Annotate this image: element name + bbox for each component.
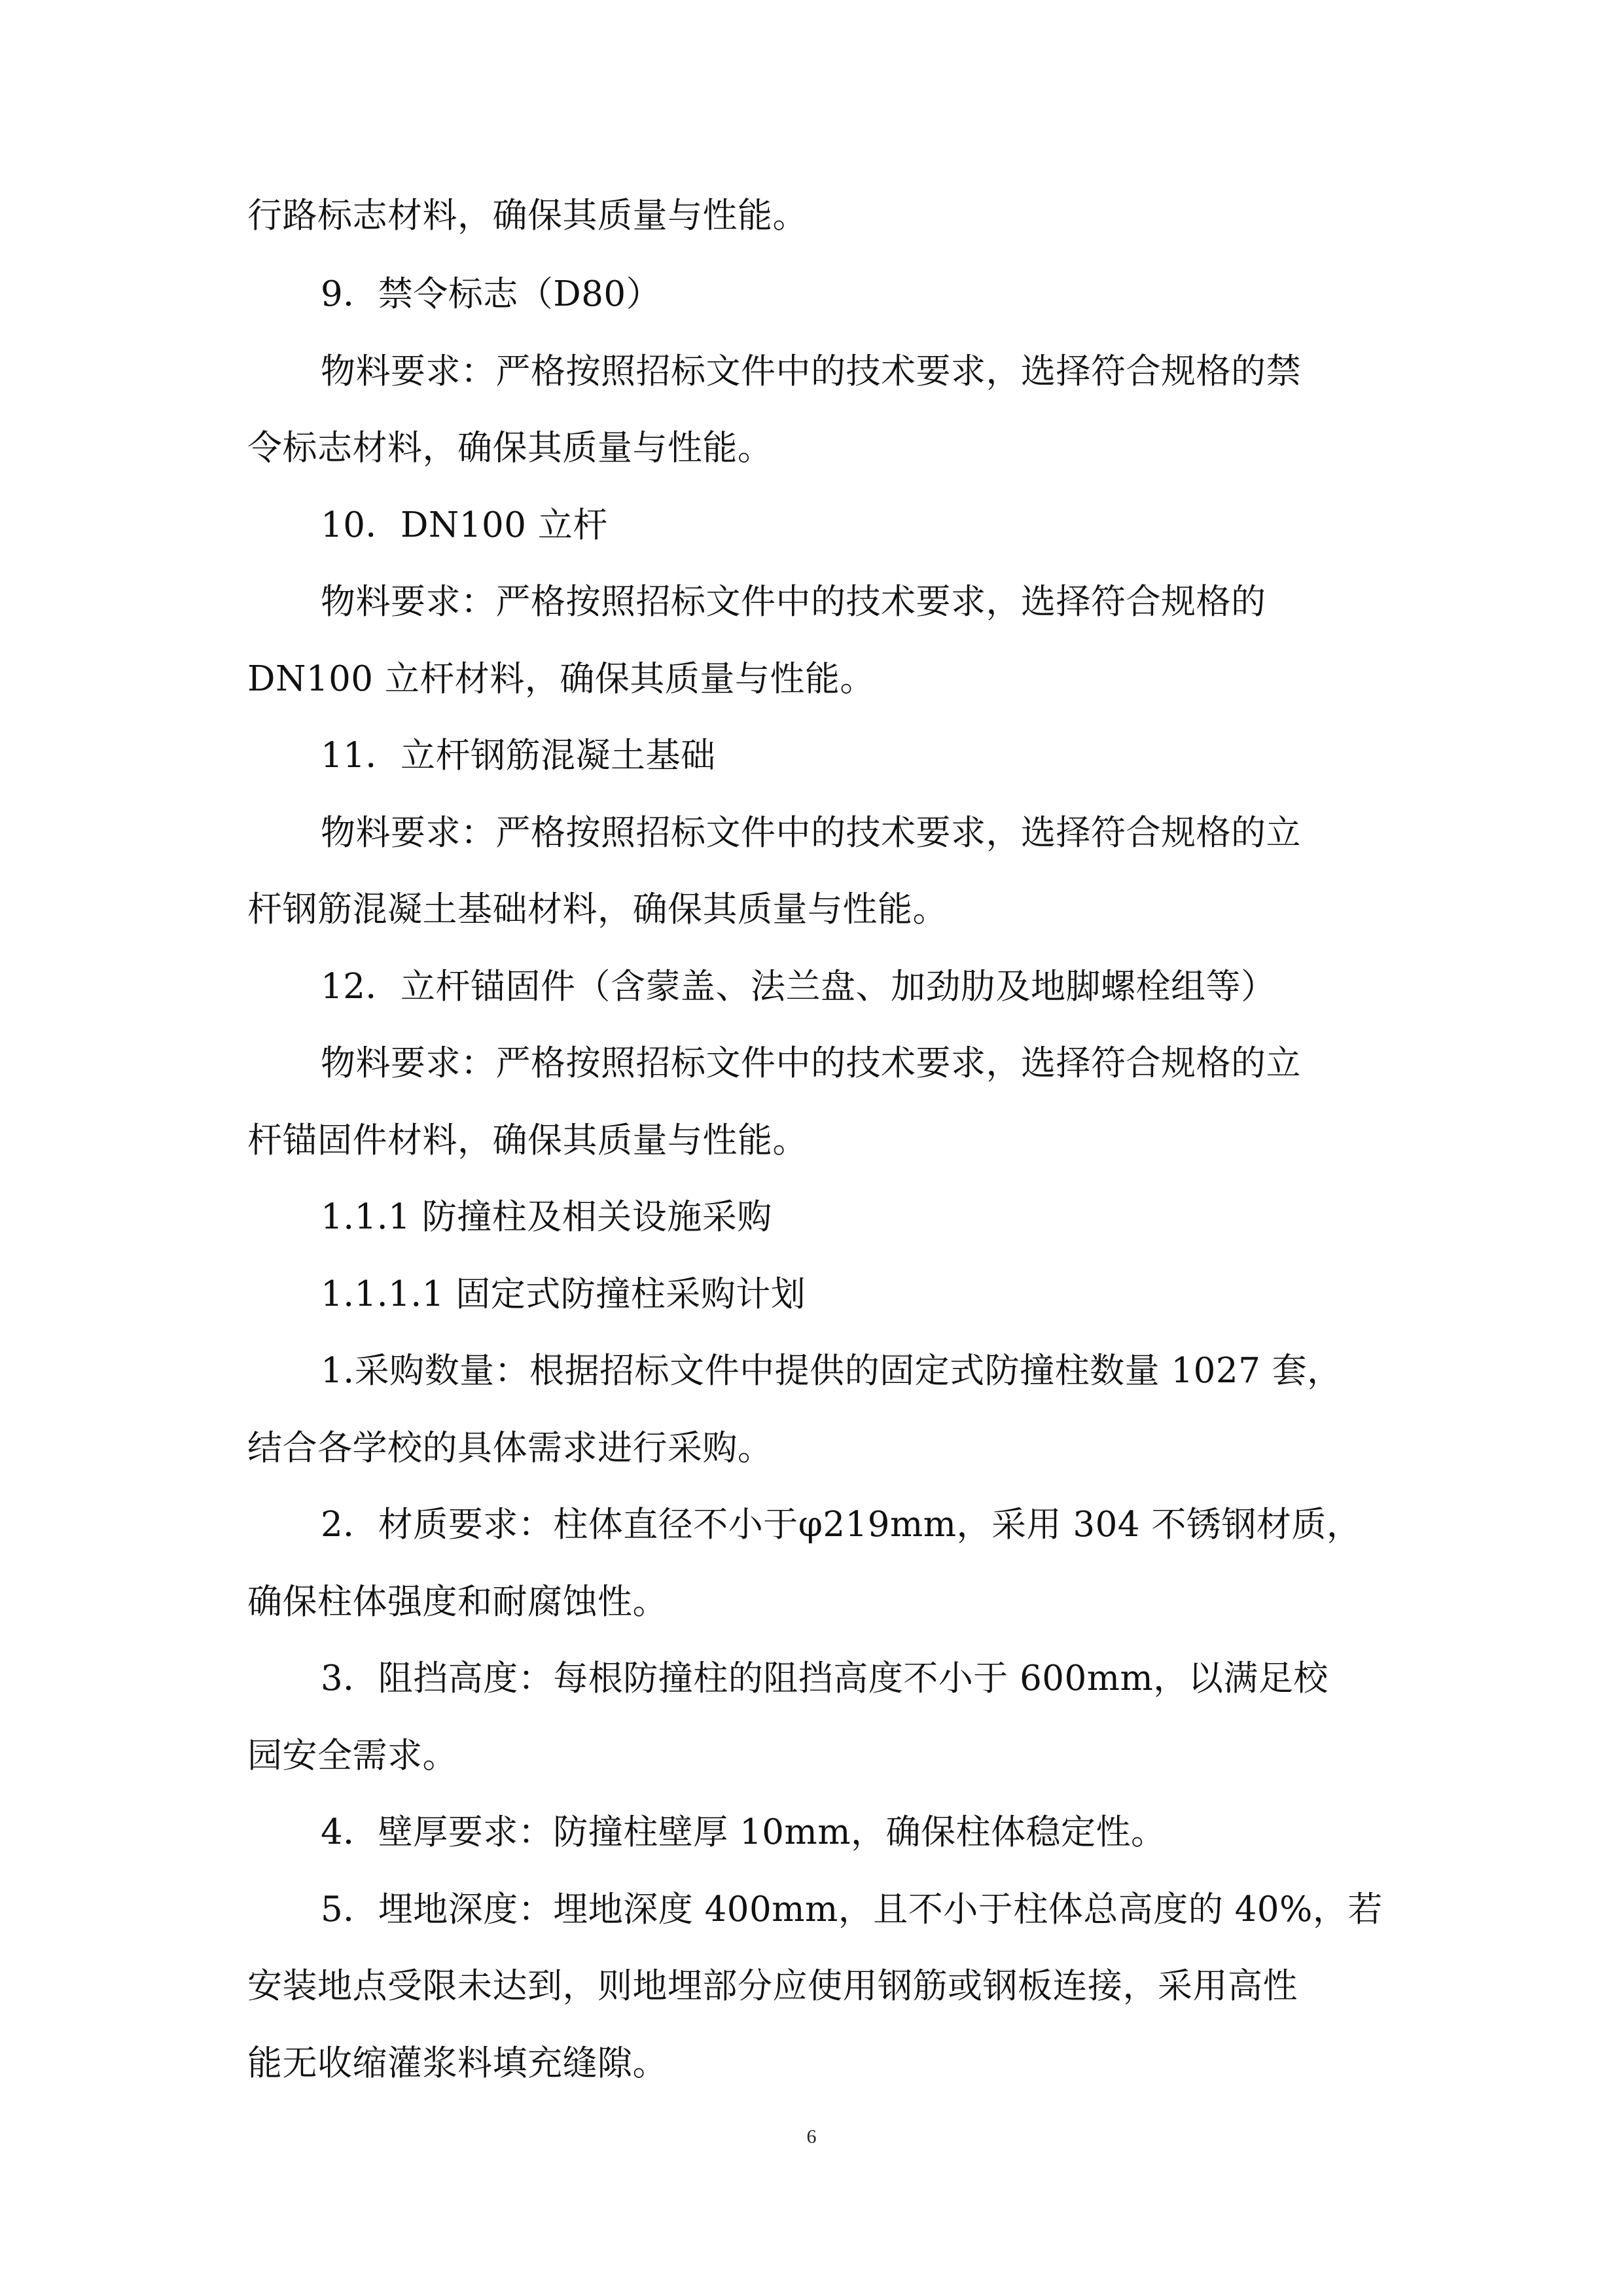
page-number: 6 xyxy=(806,2126,817,2147)
text-line: 1.采购数量：根据招标文件中提供的固定式防撞柱数量 1027 套， xyxy=(321,1351,1342,1391)
text-line: 物料要求：严格按照招标文件中的技术要求，选择符合规格的立 xyxy=(321,813,1301,853)
subsection-heading: 1.1.1 防撞柱及相关设施采购 xyxy=(321,1197,772,1237)
text-line: 行路标志材料，确保其质量与性能。 xyxy=(247,196,808,236)
text-line: 能无收缩灌浆料填充缝隙。 xyxy=(247,2043,668,2083)
section-heading: 10．DN100 立杆 xyxy=(321,505,608,545)
text-line: 物料要求：严格按照招标文件中的技术要求，选择符合规格的禁 xyxy=(321,351,1301,391)
text-line: 4．壁厚要求：防撞柱壁厚 10mm，确保柱体稳定性。 xyxy=(321,1812,1166,1852)
subsection-heading: 1.1.1.1 固定式防撞柱采购计划 xyxy=(321,1274,806,1314)
text-line: 确保柱体强度和耐腐蚀性。 xyxy=(247,1582,668,1622)
text-line: 2．材质要求：柱体直径不小于φ219mm，采用 304 不锈钢材质， xyxy=(321,1505,1362,1545)
text-line: DN100 立杆材料，确保其质量与性能。 xyxy=(247,659,875,699)
text-line: 物料要求：严格按照招标文件中的技术要求，选择符合规格的立 xyxy=(321,1043,1301,1083)
text-line: 3．阻挡高度：每根防撞柱的阻挡高度不小于 600mm，以满足校 xyxy=(321,1659,1329,1698)
text-line: 杆钢筋混凝土基础材料，确保其质量与性能。 xyxy=(247,889,948,929)
text-line: 令标志材料，确保其质量与性能。 xyxy=(247,428,773,468)
text-line: 5．埋地深度：埋地深度 400mm，且不小于柱体总高度的 40%，若 xyxy=(321,1890,1383,1929)
text-line: 园安全需求。 xyxy=(247,1736,457,1776)
text-line: 安装地点受限未达到，则地埋部分应使用钢筋或钢板连接，采用高性 xyxy=(247,1966,1298,2006)
section-heading: 12．立杆锚固件（含蒙盖、法兰盘、加劲肋及地脚螺栓组等） xyxy=(321,967,1276,1007)
section-heading: 11．立杆钢筋混凝土基础 xyxy=(321,736,716,776)
text-line: 杆锚固件材料，确保其质量与性能。 xyxy=(247,1121,808,1160)
section-heading: 9．禁令标志（D80） xyxy=(321,274,662,314)
text-line: 物料要求：严格按照招标文件中的技术要求，选择符合规格的 xyxy=(321,582,1266,622)
text-line: 结合各学校的具体需求进行采购。 xyxy=(247,1428,773,1468)
